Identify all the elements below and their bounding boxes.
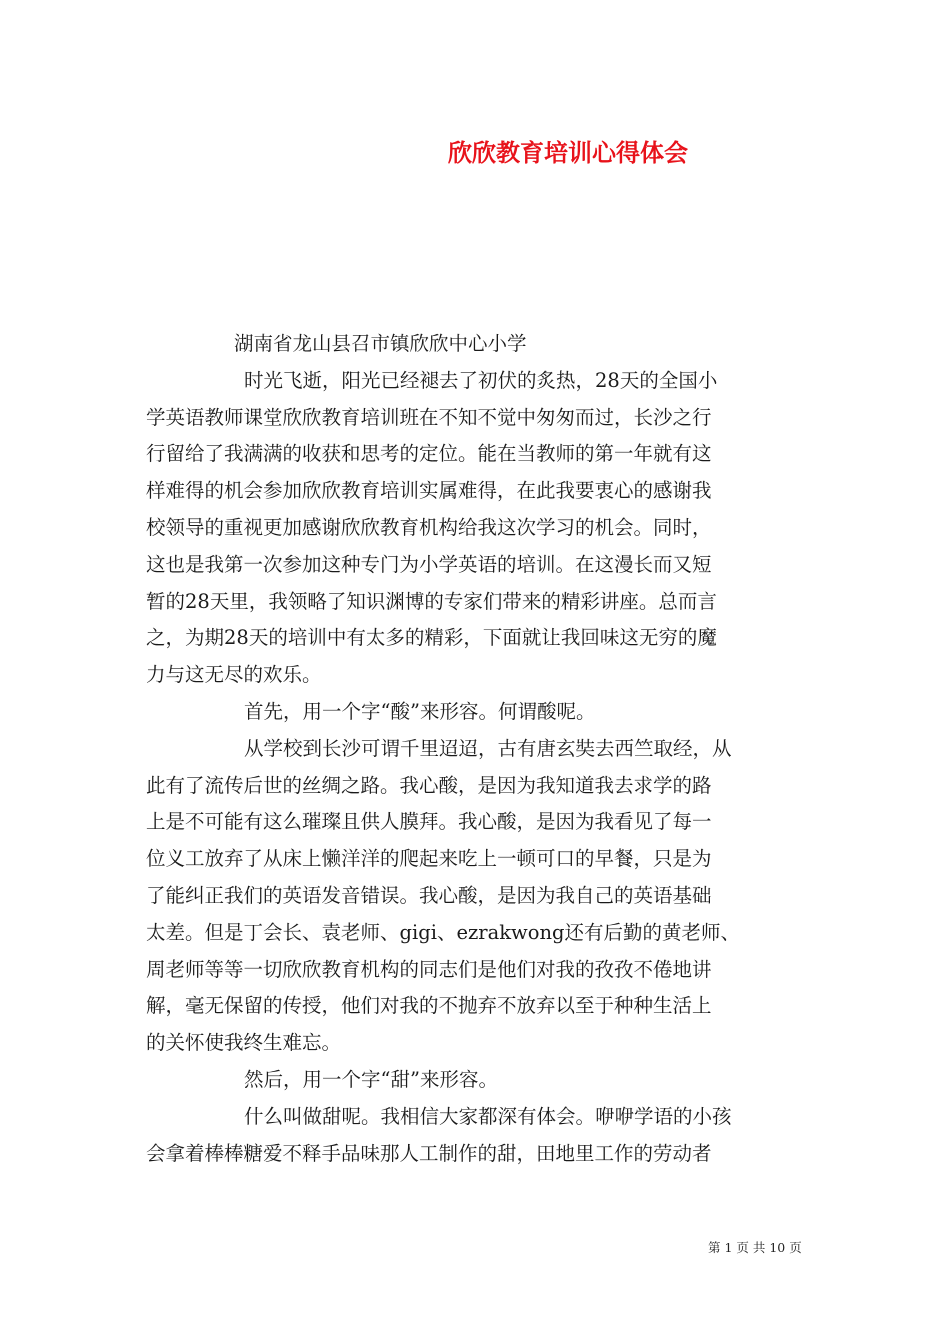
paragraph-line: 首先，用一个字“酸”来形容。何谓酸呢。 bbox=[244, 699, 596, 723]
paragraph-line: 的关怀使我终生难忘。 bbox=[146, 1031, 342, 1055]
paragraph-line: 从学校到长沙可谓千里迢迢，古有唐玄奘去西竺取经，从 bbox=[244, 736, 732, 760]
paragraph-line: 力与这无尽的欢乐。 bbox=[146, 663, 322, 687]
document-body bbox=[146, 326, 814, 1172]
paragraph-line: 解，毫无保留的传授，他们对我的不抛弃不放弃以至于种种生活上 bbox=[146, 994, 712, 1018]
paragraph-line: 什么叫做甜呢。我相信大家都深有体会。咿咿学语的小孩 bbox=[244, 1104, 732, 1128]
paragraph-line: 会拿着棒棒糖爱不释手品味那人工制作的甜，田地里工作的劳动者 bbox=[146, 1141, 712, 1165]
document-title: 欣欣教育培训心得体会 bbox=[448, 138, 688, 167]
school-name-line: 湖南省龙山县召市镇欣欣中心小学 bbox=[234, 332, 527, 355]
page-number-footer: 第 1 页 共 10 页 bbox=[708, 1240, 802, 1255]
paragraph-line: 时光飞逝，阳光已经褪去了初伏的炙热，28天的全国小 bbox=[244, 368, 718, 392]
paragraph-line: 行留给了我满满的收获和思考的定位。能在当教师的第一年就有这 bbox=[146, 442, 712, 466]
paragraph-line: 太差。但是丁会长、袁老师、gigi、ezrakwong还有后勤的黄老师、 bbox=[146, 920, 740, 944]
paragraph-line: 之，为期28天的培训中有太多的精彩，下面就让我回味这无穷的魔 bbox=[146, 626, 717, 650]
paragraph-line: 暂的28天里，我领略了知识渊博的专家们带来的精彩讲座。总而言 bbox=[146, 589, 717, 613]
paragraph-line: 周老师等等一切欣欣教育机构的同志们是他们对我的孜孜不倦地讲 bbox=[146, 957, 712, 981]
paragraph-line: 这也是我第一次参加这种专门为小学英语的培训。在这漫长而又短 bbox=[146, 552, 712, 576]
paragraph-line: 学英语教师课堂欣欣教育培训班在不知不觉中匆匆而过，长沙之行 bbox=[146, 405, 712, 429]
paragraph-line: 上是不可能有这么璀璨且供人膜拜。我心酸，是因为我看见了每一 bbox=[146, 810, 712, 834]
paragraph-line: 位义工放弃了从床上懒洋洋的爬起来吃上一顿可口的早餐，只是为 bbox=[146, 847, 712, 871]
paragraph-line: 了能纠正我们的英语发音错误。我心酸，是因为我自己的英语基础 bbox=[146, 883, 712, 907]
paragraph-line: 此有了流传后世的丝绸之路。我心酸，是因为我知道我去求学的路 bbox=[146, 773, 712, 797]
paragraph-line: 然后，用一个字“甜”来形容。 bbox=[244, 1067, 498, 1091]
paragraph-line: 样难得的机会参加欣欣教育培训实属难得，在此我要衷心的感谢我 bbox=[146, 479, 712, 503]
paragraph-line: 校领导的重视更加感谢欣欣教育机构给我这次学习的机会。同时， bbox=[146, 515, 712, 539]
